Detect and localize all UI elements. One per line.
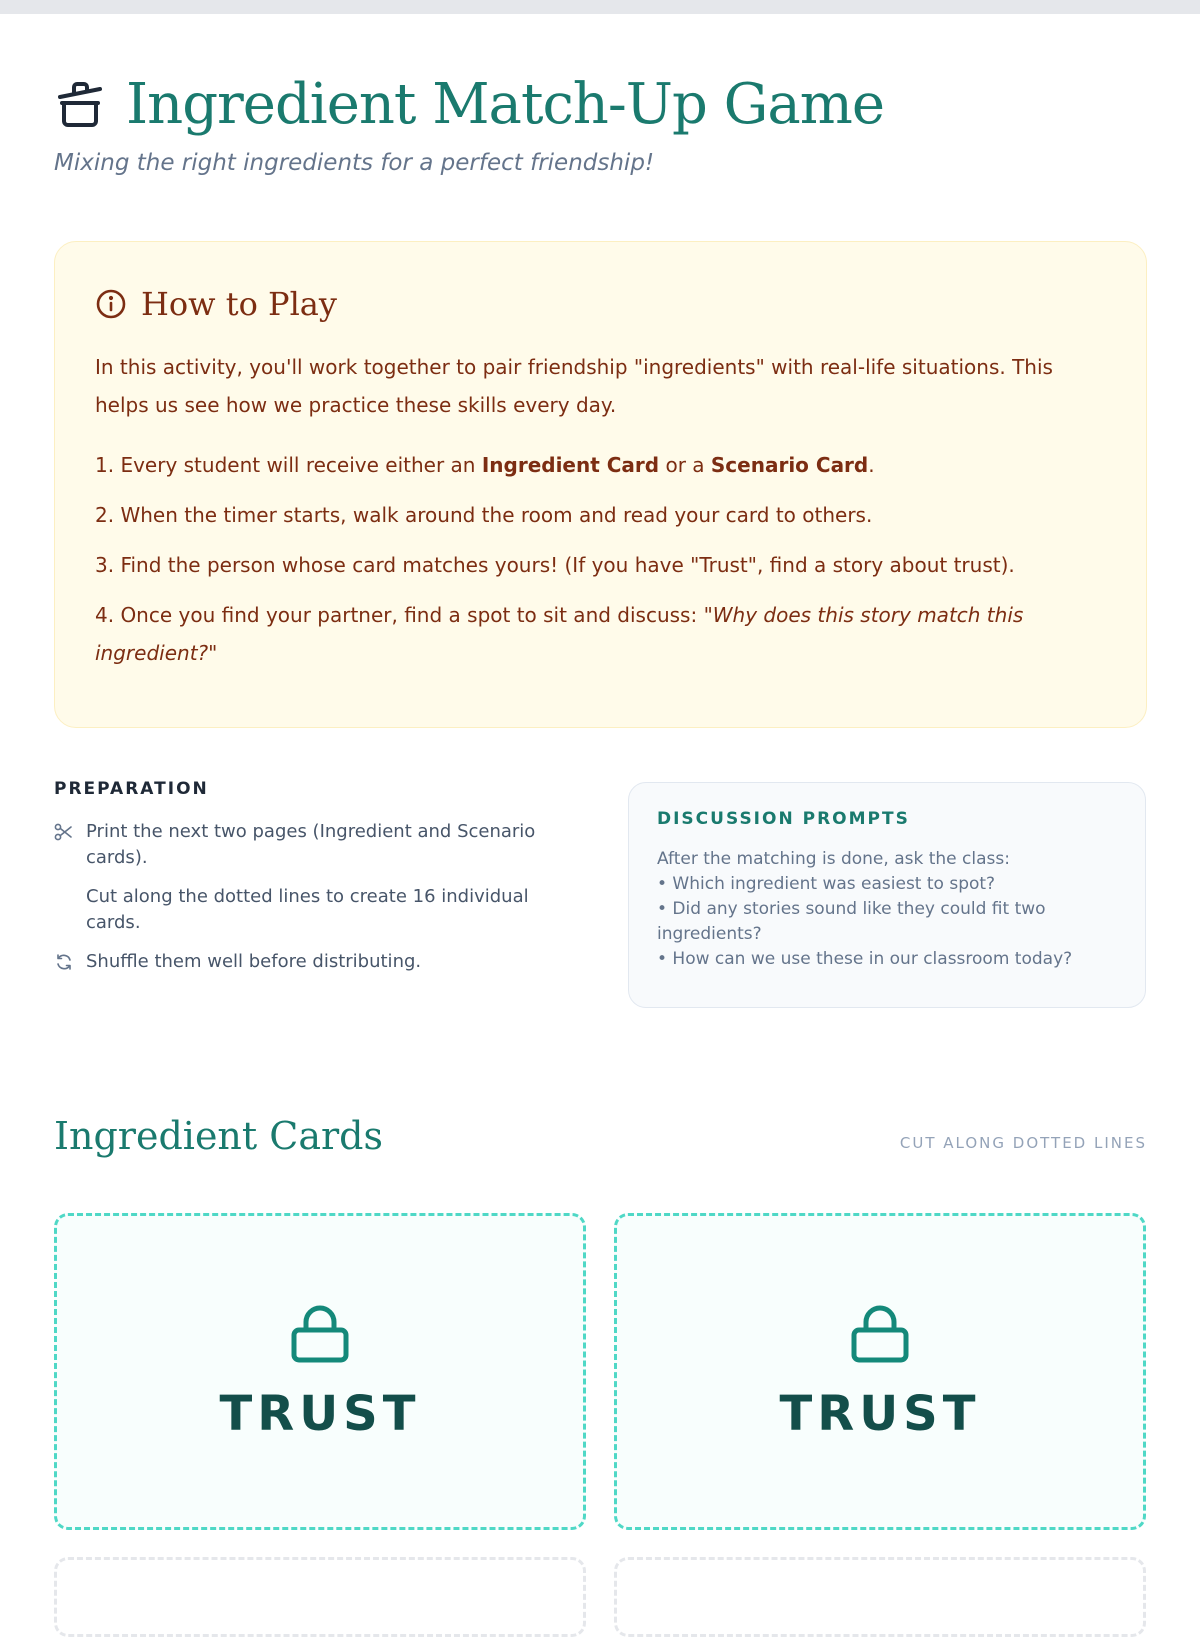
how-to-play-intro: In this activity, you'll work together to pair friendship "ingredients" with real-life situations. This helps us see how we practice these skills every day. <box>95 355 1053 417</box>
how-to-play-title: How to Play <box>141 285 337 323</box>
how-to-play-header <box>95 282 1106 326</box>
preparation-item: Cut along the dotted lines to create 16 individual cards. <box>86 886 529 933</box>
ingredient-cards-title: Ingredient Cards <box>54 1114 383 1158</box>
preparation-section <box>54 779 554 988</box>
scissors-icon <box>54 822 74 842</box>
card-word: TRUST <box>779 1385 981 1442</box>
step-item: 2. When the timer starts, walk around the room and read your card to others. <box>95 503 873 527</box>
page-title: Ingredient Match-Up Game <box>126 72 885 137</box>
step-item: 4. Once you find your partner, find a spot to sit and discuss: "Why does this story match this ingredient?" <box>95 603 1024 665</box>
preparation-item: Print the next two pages (Ingredient and Scenario cards). <box>54 819 554 871</box>
ingredient-cards-header <box>54 1114 1147 1158</box>
card-word: TRUST <box>219 1385 421 1442</box>
how-to-play-panel <box>54 241 1147 728</box>
discussion-prompts-panel <box>628 782 1146 1008</box>
shuffle-refresh-icon <box>54 952 74 972</box>
top-bar <box>0 0 1200 14</box>
lock-icon <box>288 1302 352 1366</box>
step-item: 3. Find the person whose card matches yours! (If you have "Trust", find a story about trust). <box>95 553 1015 577</box>
page-subtitle: Mixing the right ingredients for a perfect friendship! <box>54 150 655 176</box>
next-card-outline <box>614 1557 1146 1637</box>
step-item: 1. Every student will receive either an Ingredient Card or a Scenario Card. <box>95 453 875 477</box>
steps-list <box>95 446 1106 672</box>
lock-icon <box>848 1302 912 1366</box>
cut-note: CUT ALONG DOTTED LINES <box>899 1134 1147 1152</box>
ingredient-card <box>614 1213 1146 1530</box>
next-card-outline <box>54 1557 586 1637</box>
cooking-pot-icon <box>54 79 106 131</box>
title-row <box>54 70 884 140</box>
preparation-label: PREPARATION <box>54 779 209 799</box>
discussion-prompts-label: DISCUSSION PROMPTS <box>657 809 910 829</box>
info-icon <box>95 288 127 320</box>
preparation-item: Shuffle them well before distributing. <box>54 949 554 975</box>
discussion-prompts-text: After the matching is done, ask the class: • Which ingredient was easiest to spot? • Did any stories sound like they could fit two ingredients? • How can we use these in our classroom today? <box>657 849 1073 969</box>
ingredient-card <box>54 1213 586 1530</box>
